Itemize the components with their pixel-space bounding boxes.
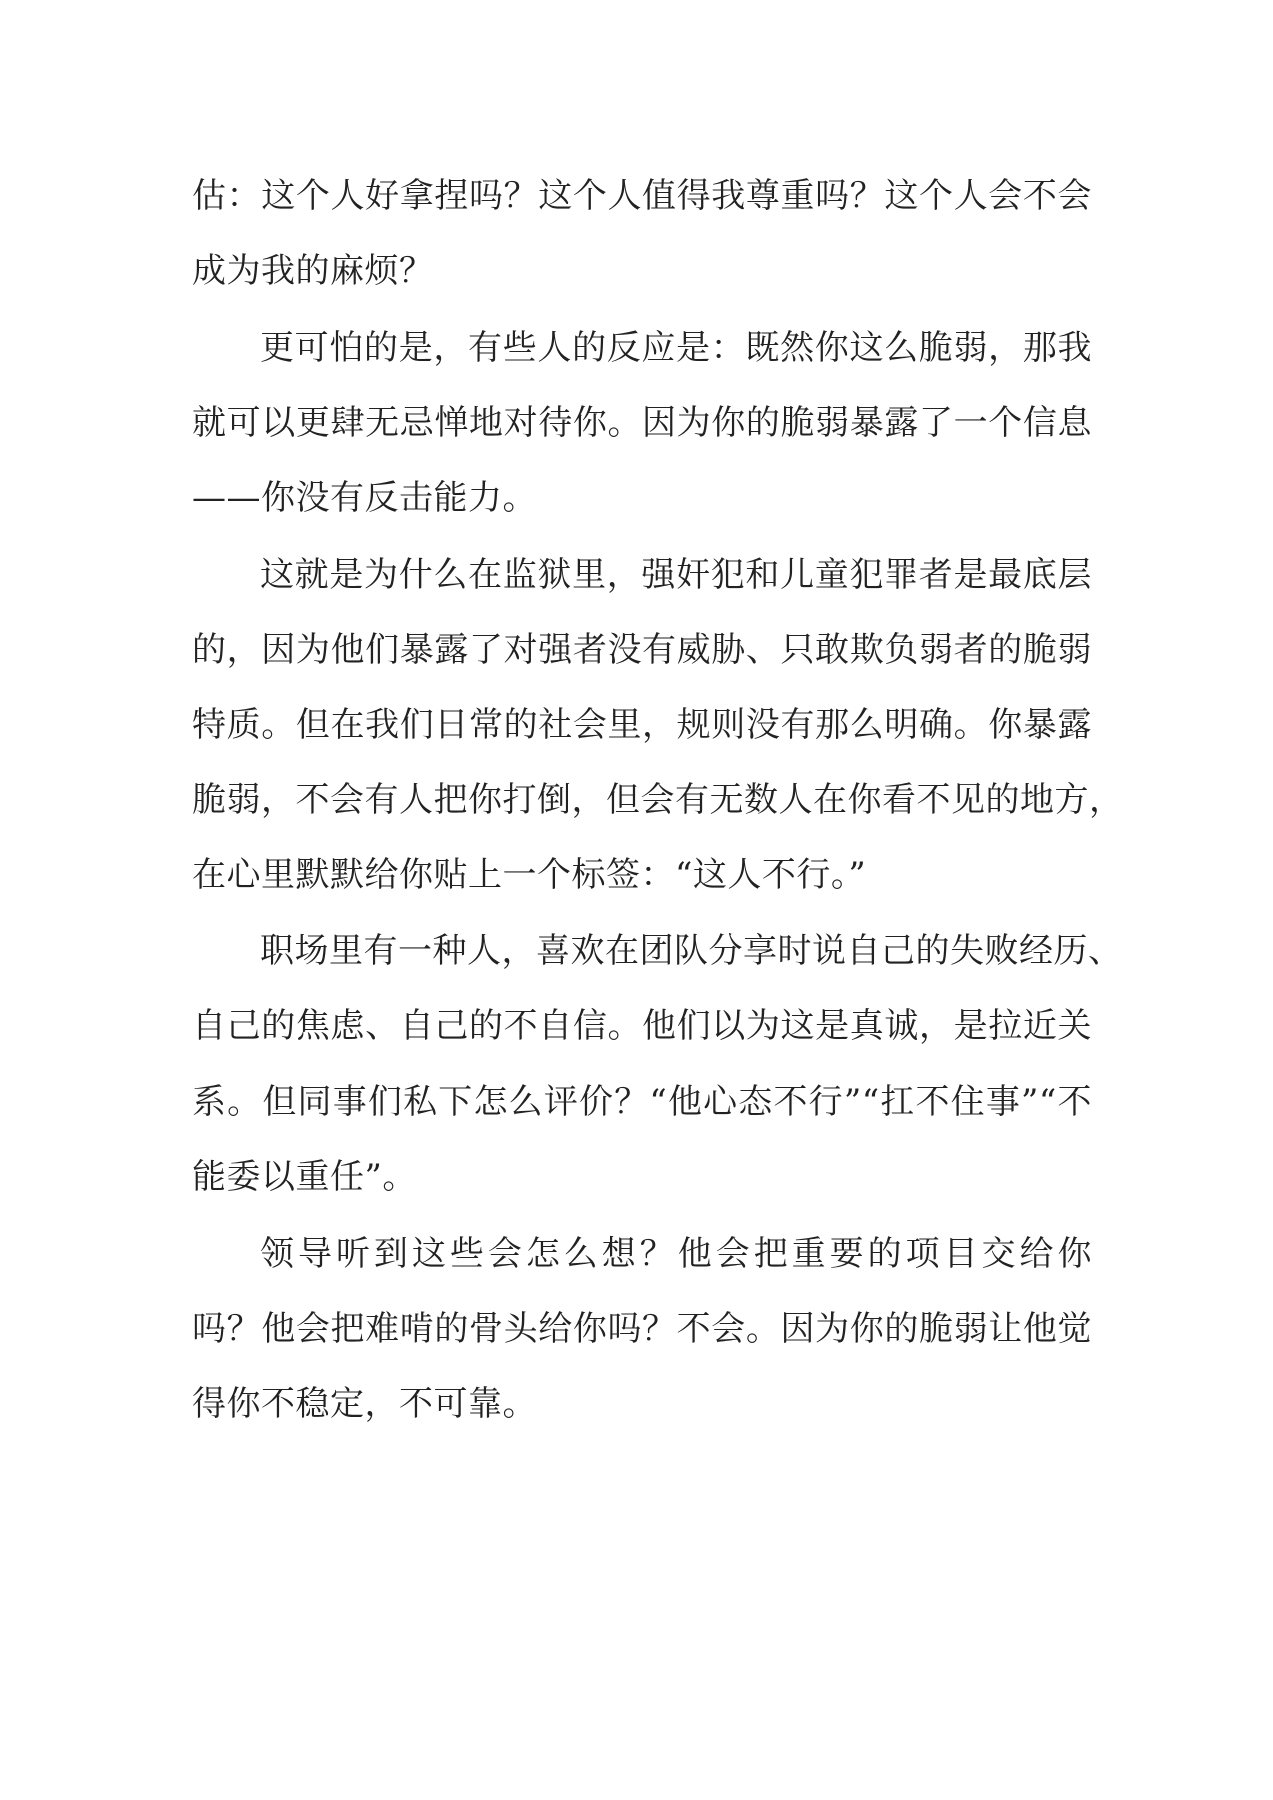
paragraph-4-line-3: 系。但同事们私下怎么评价？“他心态不行”“扛不住事”“不 — [192, 1082, 1092, 1122]
paragraph-2-line-1: 更可怕的是，有些人的反应是：既然你这么脆弱，那我 — [260, 328, 1092, 368]
paragraph-3-line-2: 的，因为他们暴露了对强者没有威胁、只敢欺负弱者的脆弱 — [192, 630, 1092, 670]
paragraph-3-line-5: 在心里默默给你贴上一个标签：“这人不行。” — [192, 855, 867, 895]
paragraph-4-line-1: 职场里有一种人，喜欢在团队分享时说自己的失败经历、 — [260, 931, 1123, 971]
paragraph-1-line-1: 估：这个人好拿捏吗？这个人值得我尊重吗？这个人会不会 — [192, 176, 1092, 216]
paragraph-2-line-3: ——你没有反击能力。 — [192, 478, 537, 518]
paragraph-5-line-1: 领导听到这些会怎么想？他会把重要的项目交给你 — [260, 1234, 1092, 1274]
paragraph-3-line-4: 脆弱，不会有人把你打倒，但会有无数人在你看不见的地方， — [192, 780, 1124, 820]
paragraph-5-line-3: 得你不稳定，不可靠。 — [192, 1384, 537, 1424]
paragraph-1-line-2: 成为我的麻烦？ — [192, 251, 434, 291]
paragraph-3-line-3: 特质。但在我们日常的社会里，规则没有那么明确。你暴露 — [192, 705, 1092, 745]
paragraph-3-line-1: 这就是为什么在监狱里，强奸犯和儿童犯罪者是最底层 — [260, 555, 1092, 595]
paragraph-4-line-4: 能委以重任”。 — [192, 1157, 417, 1197]
paragraph-2-line-2: 就可以更肆无忌惮地对待你。因为你的脆弱暴露了一个信息 — [192, 403, 1092, 443]
paragraph-4-line-2: 自己的焦虑、自己的不自信。他们以为这是真诚，是拉近关 — [192, 1006, 1092, 1046]
paragraph-5-line-2: 吗？他会把难啃的骨头给你吗？不会。因为你的脆弱让他觉 — [192, 1309, 1092, 1349]
